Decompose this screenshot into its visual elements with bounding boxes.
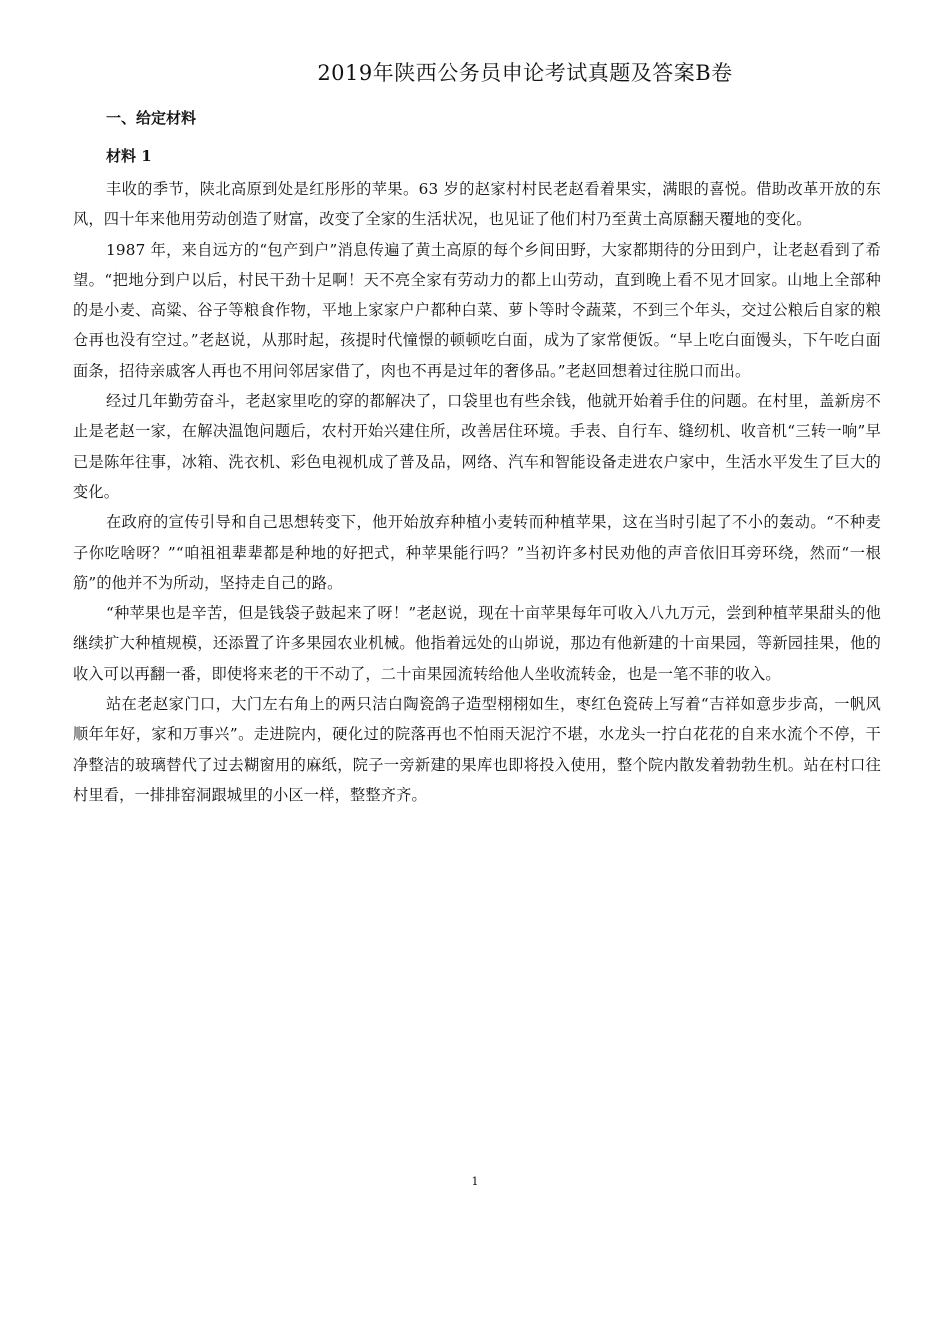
paragraph: 1987 年，来自远方的“包产到户”消息传遍了黄土高原的每个乡间田野，大家都期待的分田到户，让老赵看到了希望。“把地分到户以后，村民干劲十足啊！天不亮全家有劳动力的都上山劳动，直到晚上看不见才回家。山地上全部种的是小麦、高粱、谷子等粮食作物，平地上家家户户都种白菜、萝卜等时令蔬菜，不到三个年头，交过公粮后自家的粮仓再也没有空过。”老赵说，从那时起，孩提时代憧憬的顿顿吃白面，成为了家常便饭。“早上吃白面馒头，下午吃白面面条，招待亲戚客人再也不用问邻居家借了，肉也不再是过年的奢侈品。”老赵回想着过往脱口而出。 — [73, 240, 881, 380]
paragraph: 丰收的季节，陕北高原到处是红彤彤的苹果。63 岁的赵家村村民老赵看着果实，满眼的喜悦。借助改革开放的东风，四十年来他用劳动创造了财富，改变了全家的生活状况，也见证了他们村乃至黄土高原翻天覆地的变化。 — [73, 180, 881, 229]
paragraph: 在政府的宣传引导和自己思想转变下，他开始放弃种植小麦转而种植苹果，这在当时引起了不小的轰动。“不种麦子你吃啥呀？”“咱祖祖辈辈都是种地的好把式，种苹果能行吗？”当初许多村民劝他的声音依旧耳旁环绕，然而“一根筋”的他并不为所动，坚持走自己的路。 — [73, 513, 881, 592]
section-heading: 一、给定材料 — [106, 109, 197, 127]
paragraph: 站在老赵家门口，大门左右角上的两只洁白陶瓷鸽子造型栩栩如生，枣红色瓷砖上写着“吉祥如意步步高，一帆风顺年年好，家和万事兴”。走进院内，硬化过的院落再也不怕雨天泥泞不堪，水龙头一拧白花花的自来水流个不停，干净整洁的玻璃替代了过去糊窗用的麻纸，院子一旁新建的果库也即将投入使用，整个院内散发着勃勃生机。站在村口往村里看，一排排窑洞跟城里的小区一样，整整齐齐。 — [73, 695, 881, 804]
paragraph: 经过几年勤劳奋斗，老赵家里吃的穿的都解决了，口袋里也有些余钱，他就开始着手住的问题。在村里，盖新房不止是老赵一家，在解决温饱问题后，农村开始兴建住所，改善居住环境。手表、自行车、缝纫机、收音机“三转一响”早已是陈年往事，冰箱、洗衣机、彩色电视机成了普及品，网络、汽车和智能设备走进农户家中，生活水平发生了巨大的变化。 — [73, 392, 881, 501]
material-heading: 材料 1 — [106, 147, 152, 165]
page-number: 1 — [471, 1175, 479, 1188]
paragraph: “种苹果也是辛苦，但是钱袋子鼓起来了呀！”老赵说，现在十亩苹果每年可收入八九万元，尝到种植苹果甜头的他继续扩大种植规模，还添置了许多果园农业机械。他指着远处的山峁说，那边有他新建的十亩果园，等新园挂果，他的收入可以再翻一番，即使将来老的干不动了，二十亩果园流转给他人坐收流转金，也是一笔不菲的收入。 — [73, 604, 881, 683]
document-title: 2019年陕西公务员申论考试真题及答案B卷 — [317, 61, 733, 85]
document-body — [73, 174, 881, 810]
